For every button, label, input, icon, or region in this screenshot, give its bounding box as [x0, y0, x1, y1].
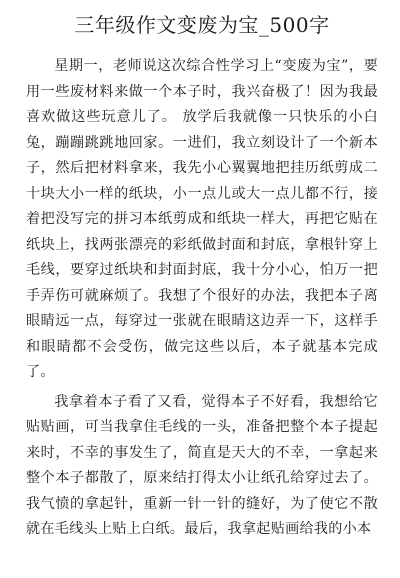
page-title: 三年级作文变废为宝_500字 — [74, 13, 330, 37]
paragraph-1: 星期一，老师说这次综合性学习上“变废为宝”，要用一些废材料来做一个本子时，我兴奋极了！因为我最喜欢做这些玩意儿了。 放学后我就像一只快乐的小白兔，蹦蹦跳跳地回家。一进们，我立刻设计了一个新本子，然后把材料拿来，我先小心翼翼地把挂历纸剪成二十块大小一样的纸块，小一点儿或大一点儿都不行，接着把没写完的拼习本纸剪成和纸块一样大，再把它贴在纸块上，找两张漂亮的彩纸做封面和封底，拿根针穿上毛线，要穿过纸块和封面封底，我十分小心，怕万一把手弄伤可就麻烦了。我想了个很好的办法，我把本子离眼睛远一点，每穿过一张就在眼睛这边弄一下，这样手和眼睛都不会受伤，做完这些以后，本子就基本完成了。 — [26, 58, 378, 380]
paragraph-2: 我拿着本子看了又看，觉得本子不好看，我想给它贴贴画，可当我拿住毛线的一头，准备把整个本子提起来时，不幸的事发生了，简直是天大的不幸，一拿起来整个本子都散了，原来结打得太小让纸孔给穿过去了。我气愤的拿起针，重新一针一针的缝好，为了使它不散就在毛线头上贴上白纸。最后，我拿起贴画给我的小本 — [26, 393, 378, 537]
